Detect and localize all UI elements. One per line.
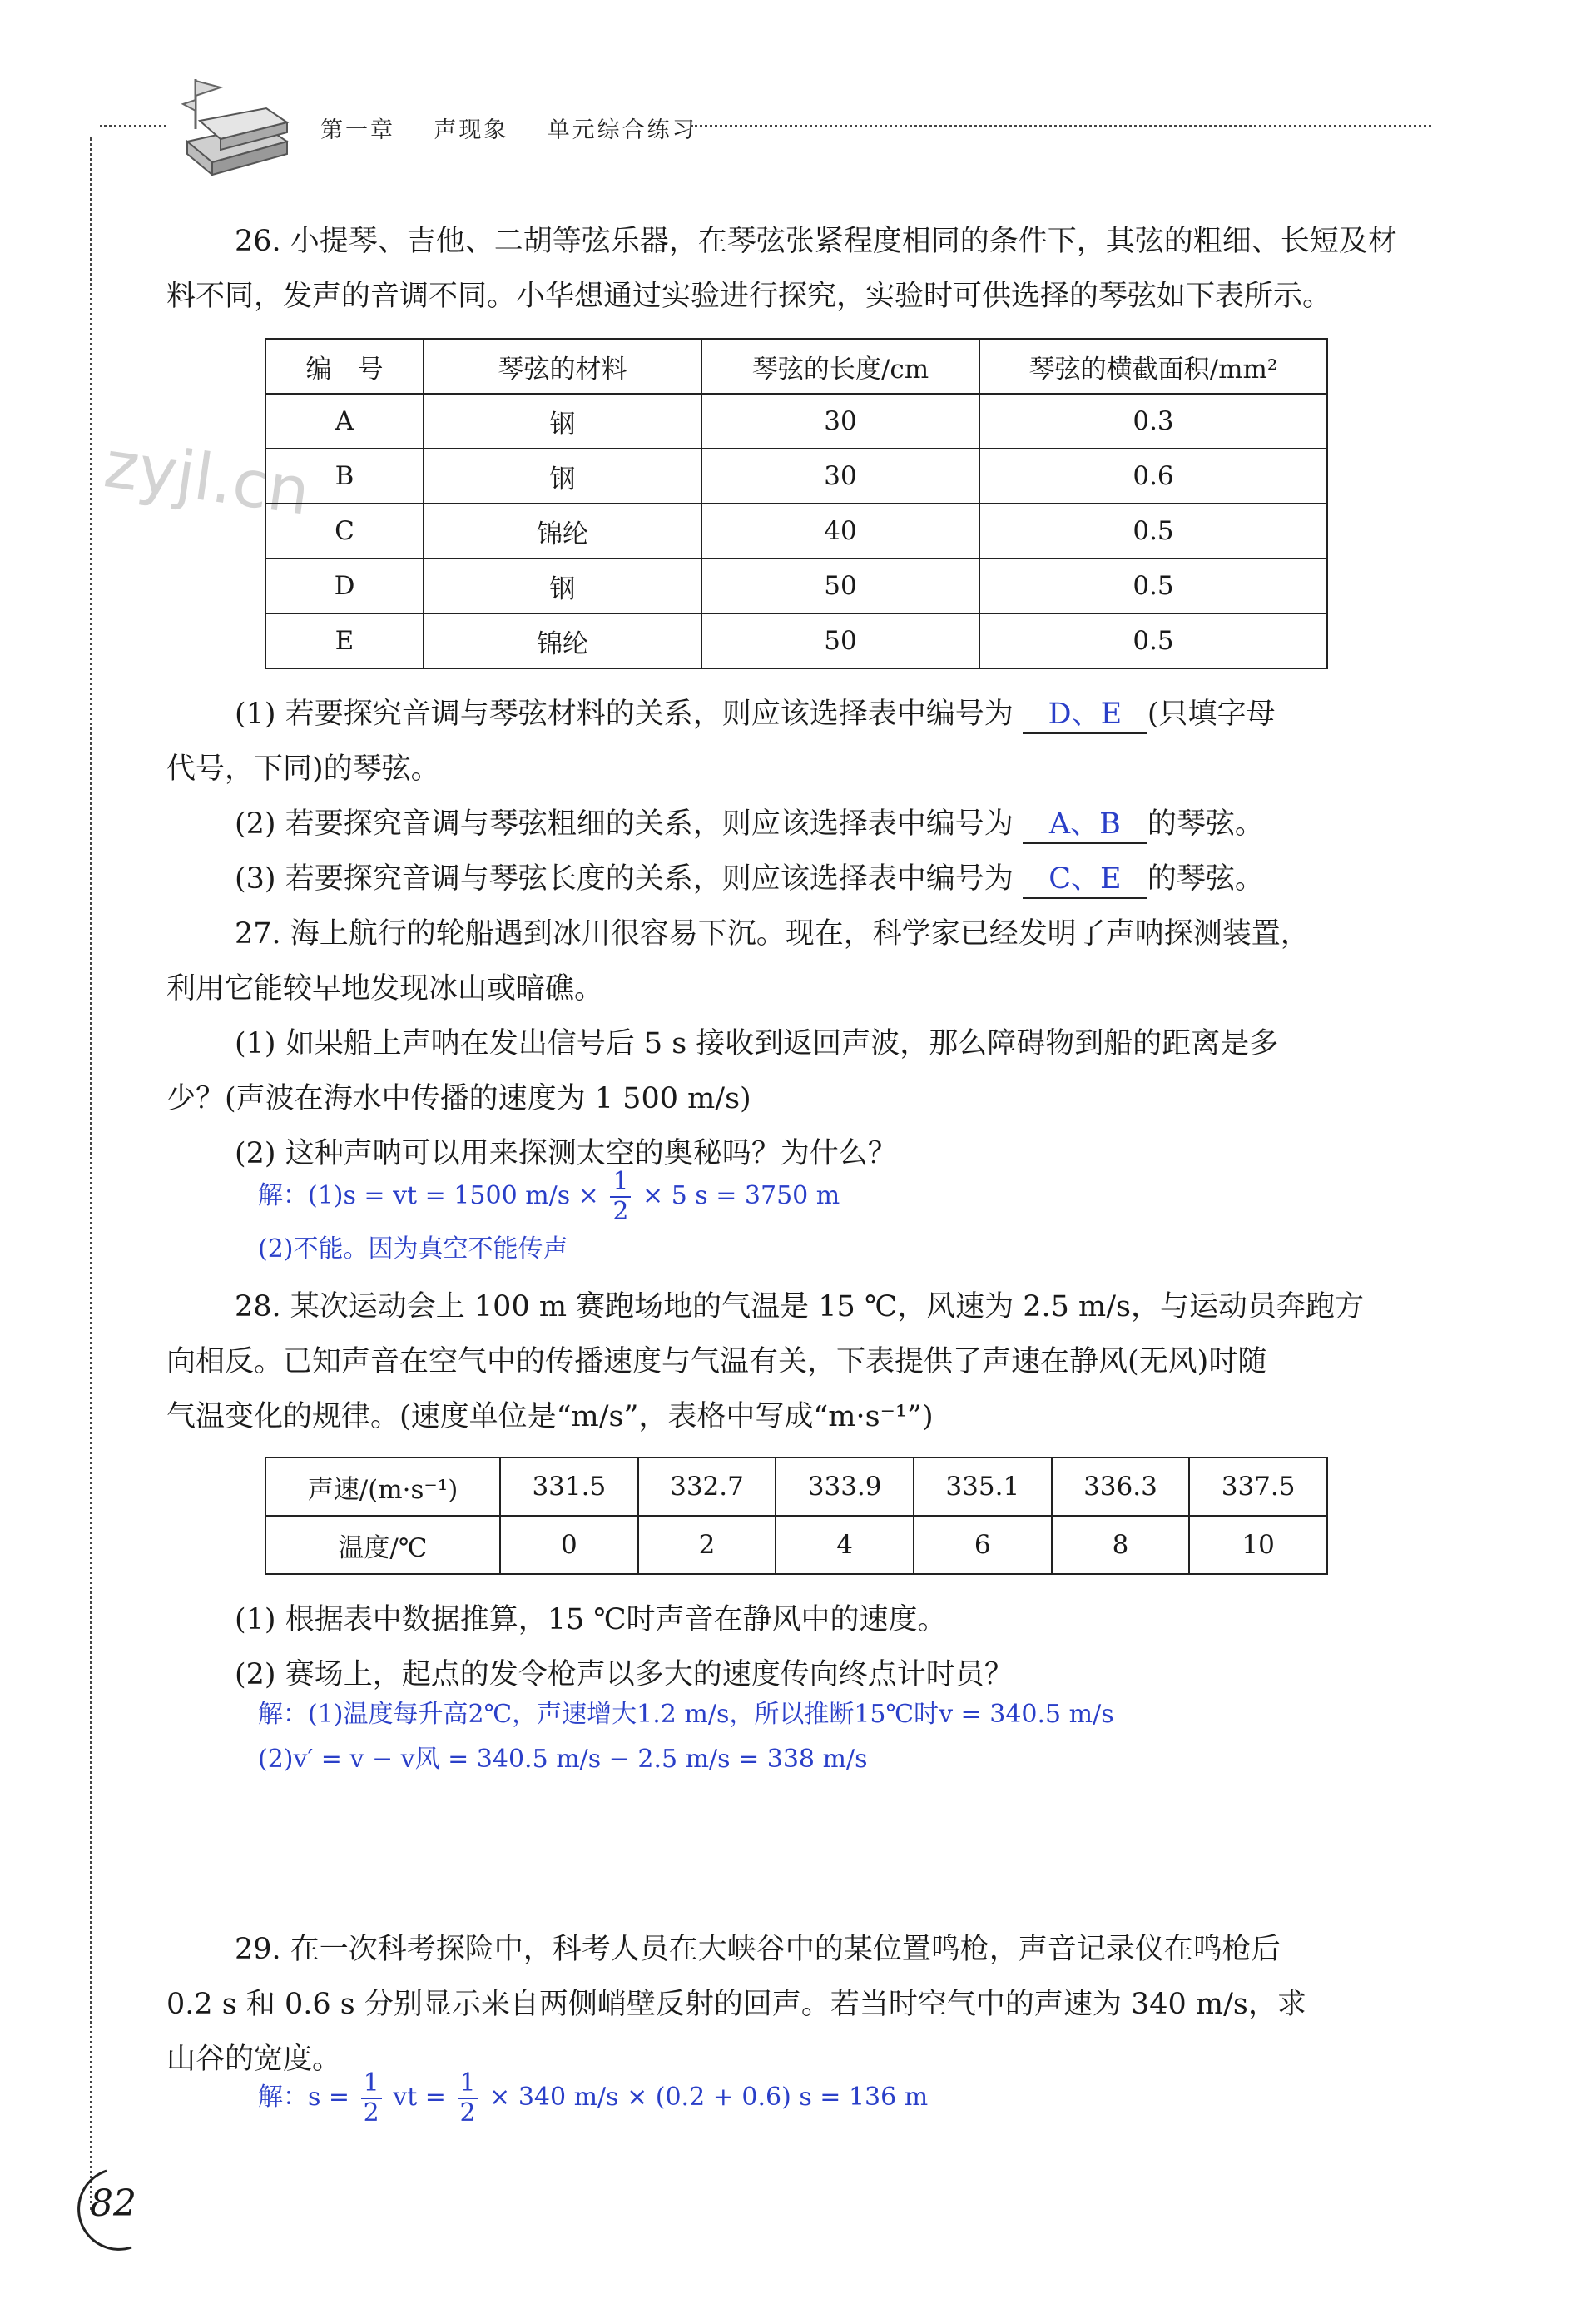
table-header-cell: 琴弦的横截面积/mm² — [979, 339, 1327, 394]
sound-speed-table — [265, 1457, 1328, 1575]
fraction-numerator: 1 — [361, 2071, 382, 2099]
table-cell: 332.7 — [638, 1457, 776, 1516]
fraction-denominator: 2 — [612, 1197, 629, 1226]
table-cell: A — [265, 394, 424, 449]
table-cell: 钢 — [424, 559, 701, 613]
watermark: zyjl.cn — [99, 427, 315, 530]
q26-sub1-answer: D、E — [1023, 696, 1147, 734]
table-cell: 0.3 — [979, 394, 1327, 449]
table-row — [265, 1457, 1327, 1516]
table-cell: 40 — [701, 504, 979, 559]
q26-sub1 — [235, 688, 1499, 741]
table-cell: 336.3 — [1052, 1457, 1190, 1516]
table-row — [265, 613, 1327, 668]
table-row-label: 温度/℃ — [265, 1516, 500, 1574]
q27-sub1-line2: 少？(声波在海水中传播的速度为 1 500 m/s) — [166, 1082, 751, 1115]
q29-solution-a: 解：s = — [258, 2083, 350, 2112]
q29-stem-line2: 0.2 s 和 0.6 s 分别显示来自两侧峭壁反射的回声。若当时空气中的声速为 340 m/s，求 — [166, 1988, 1306, 2021]
table-cell: 8 — [1052, 1516, 1190, 1574]
fraction — [361, 2068, 382, 2128]
q26-sub3-answer: C、E — [1023, 861, 1147, 899]
table-cell: 0.5 — [979, 504, 1327, 559]
table-cell: 331.5 — [500, 1457, 638, 1516]
q29-solution-b: vt = — [393, 2083, 446, 2112]
q26-sub2-text: (2) 若要探究音调与琴弦粗细的关系，则应该选择表中编号为 — [235, 807, 1014, 841]
table-header-row — [265, 339, 1327, 394]
table-cell: 335.1 — [914, 1457, 1052, 1516]
fraction-denominator: 2 — [363, 2098, 379, 2128]
q29-solution — [258, 2068, 929, 2128]
fraction-denominator: 2 — [459, 2098, 476, 2128]
table-cell: 10 — [1189, 1516, 1327, 1574]
table-cell: 337.5 — [1189, 1457, 1327, 1516]
q28-stem-line3: 气温变化的规律。(速度单位是“m/s”，表格中写成“m·s⁻¹”) — [166, 1400, 934, 1433]
q27-solution2: (2)不能。因为真空不能传声 — [258, 1234, 568, 1264]
q27-solution1-b: × 5 s = 3750 m — [642, 1181, 840, 1210]
q29-stem-line3: 山谷的宽度。 — [166, 2043, 342, 2076]
table-row — [265, 559, 1327, 613]
q26-sub1-text-b: (只填字母 — [1147, 698, 1276, 731]
table-cell: 钢 — [424, 449, 701, 504]
q26-sub1-text: (1) 若要探究音调与琴弦材料的关系，则应该选择表中编号为 — [235, 698, 1014, 731]
fraction — [458, 2068, 478, 2128]
table-cell: D — [265, 559, 424, 613]
q26-sub2 — [235, 797, 1499, 851]
table-row — [265, 449, 1327, 504]
q26-stem-line1: 26. 小提琴、吉他、二胡等弦乐器，在琴弦张紧程度相同的条件下，其弦的粗细、长短及材 — [235, 225, 1397, 258]
header-title: 第一章 声现象 单元综合练习 — [320, 117, 697, 143]
q26-sub3 — [235, 852, 1499, 906]
q26-stem-line2: 料不同，发声的音调不同。小华想通过实验进行探究，实验时可供选择的琴弦如下表所示。 — [166, 280, 1332, 313]
table-cell: 30 — [701, 394, 979, 449]
table-cell: 钢 — [424, 394, 701, 449]
table-cell: 6 — [914, 1516, 1052, 1574]
q26-sub2-answer: A、B — [1023, 806, 1147, 844]
table-cell: C — [265, 504, 424, 559]
table-cell: B — [265, 449, 424, 504]
table-cell: 333.9 — [776, 1457, 914, 1516]
table-cell: 锦纶 — [424, 613, 701, 668]
table-cell: 50 — [701, 559, 979, 613]
q28-stem-line1: 28. 某次运动会上 100 m 赛跑场地的气温是 15 ℃，风速为 2.5 m/s，与运动员奔跑方 — [235, 1290, 1364, 1323]
q27-sub2: (2) 这种声呐可以用来探测太空的奥秘吗？为什么？ — [235, 1137, 897, 1170]
page-number-text: 82 — [90, 2182, 136, 2225]
table-cell: 2 — [638, 1516, 776, 1574]
table-cell: 0.5 — [979, 559, 1327, 613]
page-number — [57, 2164, 148, 2256]
q29-stem-line1: 29. 在一次科考探险中，科考人员在大峡谷中的某位置鸣枪，声音记录仪在鸣枪后 — [235, 1933, 1281, 1966]
table-row — [265, 1516, 1327, 1574]
table-cell: 0.5 — [979, 613, 1327, 668]
table-cell: 0 — [500, 1516, 638, 1574]
q28-sub2: (2) 赛场上，起点的发令枪声以多大的速度传向终点计时员？ — [235, 1658, 1014, 1691]
q26-sub3-text-b: 的琴弦。 — [1147, 862, 1264, 896]
q26-sub1-line2: 代号，下同)的琴弦。 — [166, 752, 440, 786]
fraction-numerator: 1 — [610, 1169, 631, 1198]
books-logo-icon — [162, 71, 308, 179]
q27-solution1 — [258, 1169, 840, 1224]
table-row-label: 声速/(m·s⁻¹) — [265, 1457, 500, 1516]
fraction-numerator: 1 — [458, 2071, 478, 2099]
q27-solution1-a: 解：(1)s = vt = 1500 m/s × — [258, 1181, 599, 1210]
fraction — [610, 1169, 631, 1224]
q28-solution1: 解：(1)温度每升高2℃，声速增大1.2 m/s，所以推断15℃时v = 340.5 m/s — [258, 1700, 1114, 1729]
table-row — [265, 504, 1327, 559]
table-cell: E — [265, 613, 424, 668]
q27-stem-line1: 27. 海上航行的轮船遇到冰川很容易下沉。现在，科学家已经发明了声呐探测装置， — [235, 917, 1310, 951]
table-row — [265, 394, 1327, 449]
table-cell: 30 — [701, 449, 979, 504]
header-dotted-line-left — [100, 125, 166, 127]
table-header-cell: 琴弦的长度/cm — [701, 339, 979, 394]
q26-sub3-text: (3) 若要探究音调与琴弦长度的关系，则应该选择表中编号为 — [235, 862, 1014, 896]
table-cell: 0.6 — [979, 449, 1327, 504]
q29-solution-c: × 340 m/s × (0.2 + 0.6) s = 136 m — [489, 2083, 929, 2112]
header-dotted-line-right — [691, 125, 1431, 127]
table-cell: 锦纶 — [424, 504, 701, 559]
table-cell: 4 — [776, 1516, 914, 1574]
string-table — [265, 338, 1328, 669]
margin-dotted-line — [90, 137, 92, 2210]
q26-sub2-text-b: 的琴弦。 — [1147, 807, 1264, 841]
q28-stem-line2: 向相反。已知声音在空气中的传播速度与气温有关，下表提供了声速在静风(无风)时随 — [166, 1345, 1267, 1378]
table-header-cell: 琴弦的材料 — [424, 339, 701, 394]
table-header-cell: 编 号 — [265, 339, 424, 394]
q28-solution2: (2)v′ = v − v风 = 340.5 m/s − 2.5 m/s = 338 m/s — [258, 1745, 868, 1774]
q27-sub1-line1: (1) 如果船上声呐在发出信号后 5 s 接收到返回声波，那么障碍物到船的距离是多 — [235, 1027, 1279, 1060]
q27-stem-line2: 利用它能较早地发现冰山或暗礁。 — [166, 972, 604, 1006]
table-cell: 50 — [701, 613, 979, 668]
q28-sub1: (1) 根据表中数据推算，15 ℃时声音在静风中的速度。 — [235, 1603, 947, 1636]
